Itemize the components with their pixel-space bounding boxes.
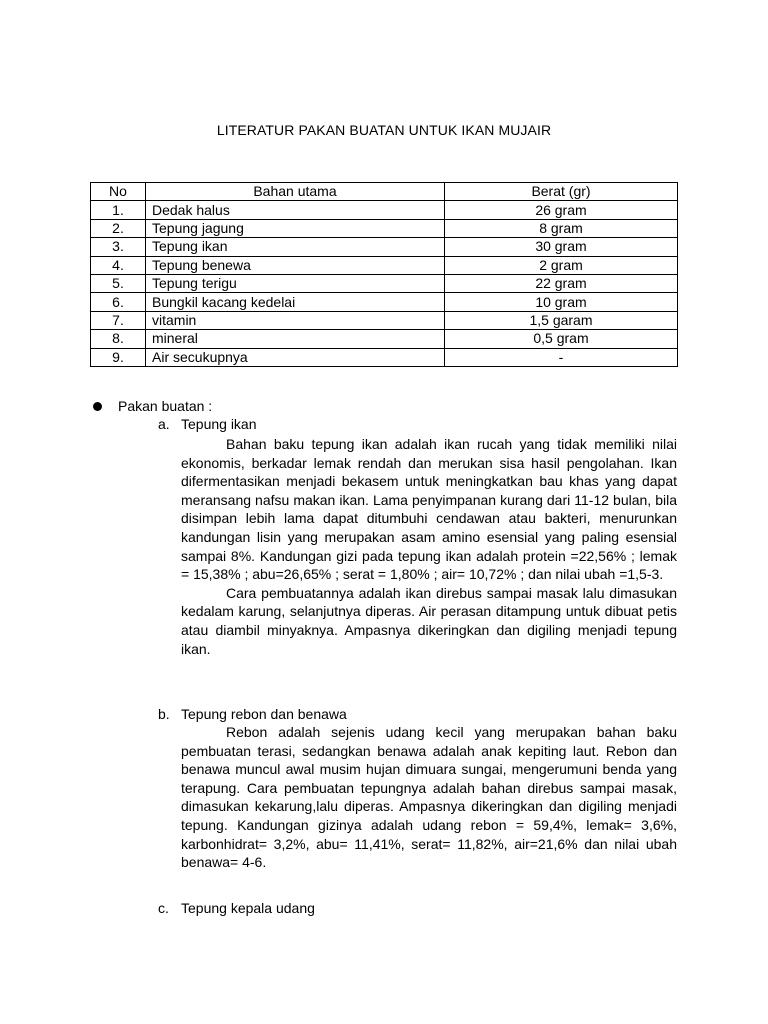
row-bahan: Bungkil kacang kedelai	[146, 293, 445, 311]
header-bahan: Bahan utama	[146, 183, 445, 201]
section-a-body	[181, 435, 677, 658]
table-row	[91, 330, 678, 348]
row-berat: 22 gram	[445, 274, 678, 292]
subheading-c	[158, 900, 315, 916]
table-header-row	[91, 183, 678, 201]
subheading-b	[158, 706, 347, 722]
table-row	[91, 293, 678, 311]
subheading-a	[158, 416, 257, 432]
table-row	[91, 274, 678, 292]
row-berat: 8 gram	[445, 219, 678, 237]
row-bahan: Dedak halus	[146, 201, 445, 219]
table-row	[91, 348, 678, 366]
subheading-label: Tepung rebon dan benawa	[181, 706, 347, 722]
row-berat: -	[445, 348, 678, 366]
table-row	[91, 219, 678, 237]
row-no: 1.	[91, 201, 146, 219]
table-row	[91, 256, 678, 274]
row-no: 5.	[91, 274, 146, 292]
row-berat: 1,5 garam	[445, 311, 678, 329]
row-bahan: Air secukupnya	[146, 348, 445, 366]
row-no: 3.	[91, 238, 146, 256]
row-bahan: vitamin	[146, 311, 445, 329]
row-berat: 26 gram	[445, 201, 678, 219]
header-no: No	[91, 183, 146, 201]
bullet-icon	[93, 402, 102, 411]
row-bahan: mineral	[146, 330, 445, 348]
list-marker: c.	[158, 900, 169, 916]
row-berat: 10 gram	[445, 293, 678, 311]
row-berat: 2 gram	[445, 256, 678, 274]
row-bahan: Tepung ikan	[146, 238, 445, 256]
table-row	[91, 201, 678, 219]
paragraph: Cara pembuatannya adalah ikan direbus sampai masak lalu dimasukan kedalam karung, selanjutnya diperas. Air perasan ditampung untuk dibuat petis atau diambil minyaknya. Ampasnya dikeringkan dan digiling menjadi tepung ikan.	[181, 584, 677, 657]
row-berat: 0,5 gram	[445, 330, 678, 348]
subheading-label: Tepung kepala udang	[181, 900, 315, 916]
list-marker: a.	[158, 416, 170, 432]
bullet-label: Pakan buatan :	[118, 398, 213, 414]
table-row	[91, 238, 678, 256]
row-no: 7.	[91, 311, 146, 329]
row-no: 9.	[91, 348, 146, 366]
subheading-label: Tepung ikan	[181, 416, 257, 432]
row-no: 2.	[91, 219, 146, 237]
table-row	[91, 311, 678, 329]
row-no: 6.	[91, 293, 146, 311]
list-marker: b.	[158, 706, 170, 722]
row-no: 8.	[91, 330, 146, 348]
paragraph: Rebon adalah sejenis udang kecil yang merupakan bahan baku pembuatan terasi, sedangkan benawa adalah anak kepiting laut. Rebon dan benawa muncul awal musim hujan dimuara sungai, mengerumuni benda yang terapung. Cara pembuatan tepungnya adalah bahan direbus sampai masak, dimasukan kekarung,lalu diperas. Ampasnya dikeringkan dan digiling menjadi tepung. Kandungan gizinya adalah udang rebon = 59,4%, lemak= 3,6%, karbonhidrat= 3,2%, abu= 11,41%, serat= 11,82%, air=21,6% dan nilai ubah benawa= 4-6.	[181, 724, 677, 871]
section-b-body	[181, 723, 677, 872]
row-bahan: Tepung terigu	[146, 274, 445, 292]
ingredients-table	[90, 182, 678, 367]
row-no: 4.	[91, 256, 146, 274]
row-berat: 30 gram	[445, 238, 678, 256]
bullet-item-pakan-buatan	[93, 398, 212, 414]
paragraph: Bahan baku tepung ikan adalah ikan rucah yang tidak memiliki nilai ekonomis, berkadar lemak rendah dan merukan sisa hasil pengolahan. Ikan difermentasikan menjadi bekasem untuk meningkatkan bau khas yang dapat meransang nafsu makan ikan. Lama penyimpanan kurang dari 11-12 bulan, bila disimpan lebih lama dapat ditumbuhi cendawan atau bakteri, menurunkan kandungan lisin yang merupakan asam amino esensial yang paling esensial sampai 8%. Kandungan gizi pada tepung ikan adalah protein =22,56% ; lemak = 15,38% ; abu=26,65% ; serat = 1,80% ; air= 10,72% ; dan nilai ubah =1,5-3.	[181, 436, 677, 583]
row-bahan: Tepung jagung	[146, 219, 445, 237]
header-berat: Berat (gr)	[445, 183, 678, 201]
row-bahan: Tepung benewa	[146, 256, 445, 274]
page-title: LITERATUR PAKAN BUATAN UNTUK IKAN MUJAIR	[216, 122, 552, 138]
